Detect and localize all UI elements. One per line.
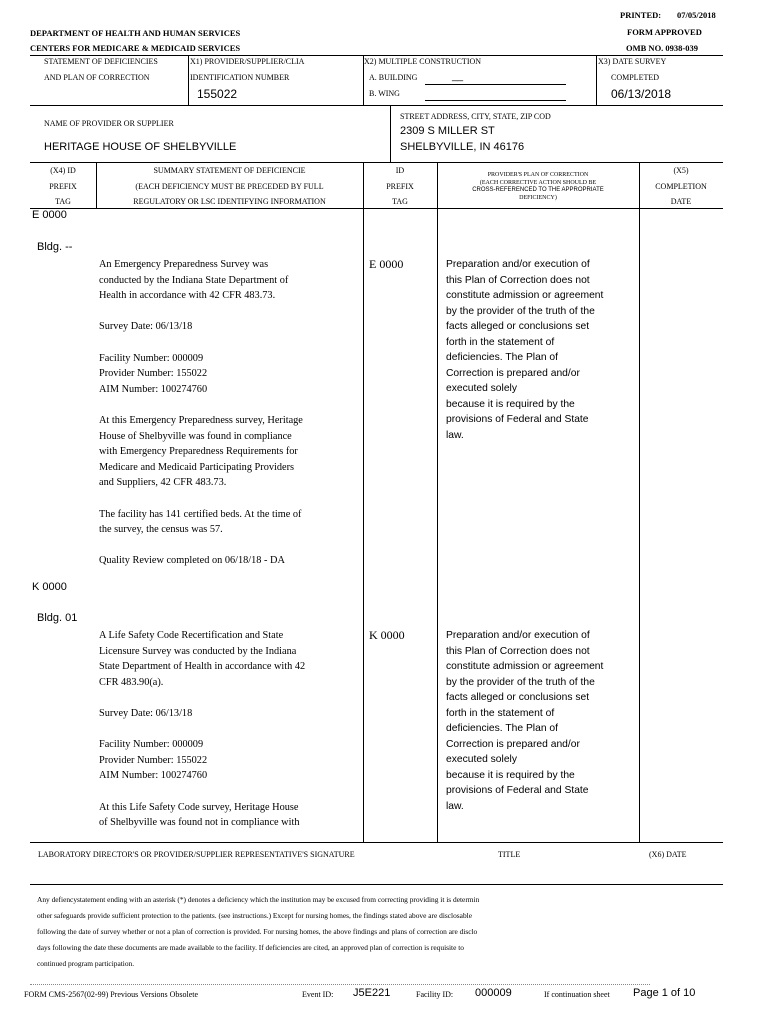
summary-header: SUMMARY STATEMENT OF DEFICIENCIE: [153, 166, 306, 175]
form-approved: FORM APPROVED: [627, 27, 702, 37]
form-number: FORM CMS-2567(02-99) Previous Versions Obsolete: [24, 990, 199, 999]
x5-header: (X5): [673, 166, 689, 175]
event-id-value: J5E221: [353, 987, 391, 999]
summary-statement: A Life Safety Code Recertification and State Licensure Survey was conducted by the Indiana State Department of Health in accordance with 42 CFR 483.90(a). Survey Date: 06/13/18 Facility Number: 000009 Provider Number: 155022 AIM Number: 100274760 At this Life Safety Code survey, Heritage House of Shelbyville was found not in compliance with: [99, 630, 306, 829]
id-header: ID: [395, 166, 405, 175]
building-label: A. BUILDING: [369, 73, 418, 82]
facility-id-label: Facility ID:: [416, 990, 454, 999]
printed-label: PRINTED:: [620, 10, 662, 20]
tag-header: TAG: [392, 197, 408, 206]
provider-number: 155022: [197, 87, 238, 101]
page-number: Page 1 of 10: [633, 987, 696, 999]
bldg-label: Bldg. 01: [37, 612, 78, 624]
provider-name: HERITAGE HOUSE OF SHELBYVILLE: [44, 141, 237, 153]
tag-e0000: E 0000: [32, 209, 67, 221]
disclaimer-text: Any defiencystatement ending with an asterisk (*) denotes a deficiency which the institution may be excused from correcting providing it is determin other safeguards provide sufficient protection to the patients. (see instructions.) Except for nursing homes, the findings stated above are disclosable following the date of survey whether or not a plan of correction is provided. For nursing homes, the above findings and plans of correction are disclo days following the date these documents are made available to the facility. If deficiencies are cited, an approved plan of correction is requisite to continued program participation.: [37, 895, 480, 968]
x2-multiple-construction-label: X2) MULTIPLE CONSTRUCTION: [364, 57, 482, 66]
address-street: 2309 S MILLER ST: [400, 125, 495, 137]
x4-id-header: (X4) ID: [50, 166, 76, 175]
summary-statement: An Emergency Preparedness Survey was conducted by the Indiana State Department of Health in accordance with 42 CFR 483.73. Survey Date: 06/13/18 Facility Number: 000009 Provider Number: 155022 AIM Number: 100274760 At this Emergency Preparedness survey, Heritage House of Shelbyville was found in compliance with Emergency Preparedness Requirements for Medicare and Medicaid Participating Providers and Suppliers, 42 CFR 483.73. The facility has 141 certified beds. At the time of the survey, the census was 57. Quality Review completed on 06/18/18 - DA: [99, 259, 303, 567]
continuation-label: If continuation sheet: [544, 990, 610, 999]
bldg-label: Bldg. --: [37, 241, 73, 253]
poc-header: PROVIDER'S PLAN OF CORRECTION: [487, 172, 589, 178]
survey-completed-date: 06/13/2018: [611, 87, 672, 101]
plan-of-correction: Preparation and/or execution of this Plan of Correction does not constitute admission or agreement by the provider of the truth of the facts alleged or conclusions set forth in the statement of deficiencies. The Plan of Correction is prepared and/or executed solely because it is required by the provisions of Federal and State law.: [446, 630, 604, 812]
plan-of-correction: Preparation and/or execution of this Plan of Correction does not constitute admission or agreement by the provider of the truth of the facts alleged or conclusions set forth in the statement of deficiencies. The Plan of Correction is prepared and/or executed solely because it is required by the provisions of Federal and State law.: [446, 259, 604, 441]
tag-k0000: K 0000: [32, 581, 67, 593]
poc-header-line3: CROSS-REFERENCED TO THE APPROPRIATE: [472, 187, 604, 193]
address-city: SHELBYVILLE, IN 46176: [400, 141, 525, 153]
statement-label: STATEMENT OF DEFICIENCIES: [44, 57, 158, 66]
address-label: STREET ADDRESS, CITY, STATE, ZIP COD: [400, 112, 551, 121]
signature-label: LABORATORY DIRECTOR'S OR PROVIDER/SUPPLIER REPRESENTATIVE'S SIGNATURE: [38, 850, 355, 859]
plan-label: AND PLAN OF CORRECTION: [44, 73, 150, 82]
poc-header-line4: DEFICIENCY): [519, 195, 557, 201]
x1-provider-label: X1) PROVIDER/SUPPLIER/CLIA: [190, 57, 305, 66]
id-tag-k0000: K 0000: [369, 628, 405, 642]
x4-tag-header: TAG: [55, 197, 71, 206]
x4-prefix-header: PREFIX: [49, 182, 77, 191]
completion-header: COMPLETION: [655, 182, 707, 191]
building-value: __: [452, 71, 464, 82]
summary-header-line3: REGULATORY OR LSC IDENTIFYING INFORMATION: [133, 197, 326, 206]
x1-identification-label: IDENTIFICATION NUMBER: [190, 73, 290, 82]
id-tag-e0000: E 0000: [369, 257, 404, 271]
date-header: DATE: [670, 197, 692, 206]
centers-title: CENTERS FOR MEDICARE & MEDICAID SERVICES: [30, 43, 241, 53]
omb-number: OMB NO. 0938-039: [626, 43, 699, 53]
poc-header-line2: (EACH CORRECTIVE ACTION SHOULD BE: [479, 180, 597, 186]
title-label: TITLE: [498, 850, 521, 859]
prefix-header: PREFIX: [386, 182, 414, 191]
completed-label: COMPLETED: [611, 73, 659, 82]
summary-header-line2: (EACH DEFICIENCY MUST BE PRECEDED BY FULL: [135, 182, 324, 191]
department-title: DEPARTMENT OF HEALTH AND HUMAN SERVICES: [30, 28, 241, 38]
event-id-label: Event ID:: [302, 990, 334, 999]
x6-date-label: (X6) DATE: [649, 850, 687, 859]
x3-date-survey-label: X3) DATE SURVEY: [598, 57, 667, 66]
printed-date: 07/05/2018: [677, 10, 716, 20]
facility-id-value: 000009: [475, 987, 512, 999]
wing-label: B. WING: [369, 89, 400, 98]
provider-name-label: NAME OF PROVIDER OR SUPPLIER: [44, 119, 174, 128]
